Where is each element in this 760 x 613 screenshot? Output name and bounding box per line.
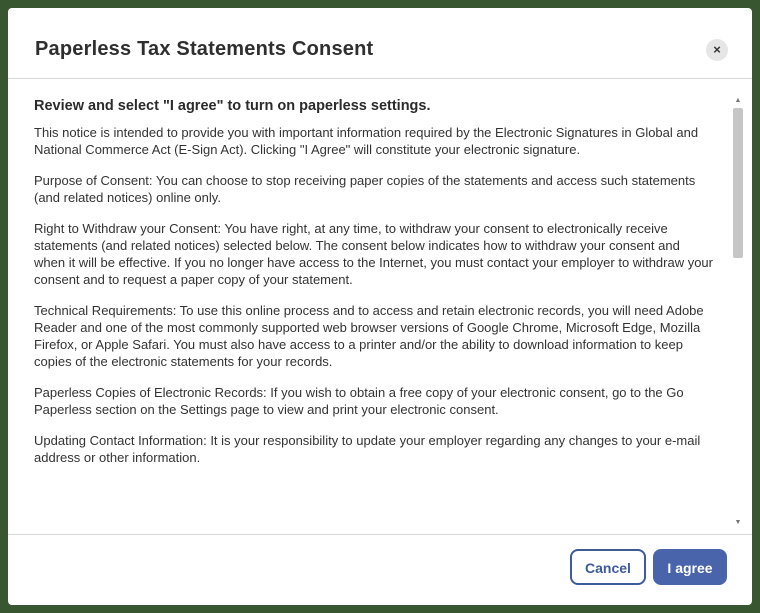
paragraph-esign: This notice is intended to provide you with important information required by the Electronic Signatures in Global and National Commerce Act (E-Sign Act). Clicking "I Agree" will constitute your electronic signature. [34,125,699,157]
scrollable-content[interactable] [34,98,714,534]
paragraph-technical: Technical Requirements: To use this online process and to access and retain electronic records, you will need Adobe Reader and one of the most commonly supported web browser versions of Google Chrome, Microsoft Edge, Mozilla Firefox, or Apple Safari. You must also have access to a printer and/or the ability to download information to keep copies of the electronic statements for your records. [34,303,704,369]
paragraph-withdraw: Right to Withdraw your Consent: You have right, at any time, to withdraw your consent to electronically receive statements (and related notices) selected below. The consent below indicates how to withdraw your consent and when it will be effective. If you no longer have access to the Internet, you must contact your employer to withdraw your consent and to request a paper copy of your statement. [34,221,713,287]
i-agree-button[interactable]: I agree [653,549,727,585]
scroll-down-arrow-icon[interactable]: ▼ [734,519,742,526]
consent-dialog [8,8,752,605]
scroll-up-arrow-icon[interactable]: ▲ [734,97,742,104]
dialog-title: Paperless Tax Statements Consent [35,38,374,60]
scrollbar-thumb[interactable] [733,108,743,258]
close-icon[interactable]: × [706,39,728,61]
cancel-button[interactable]: Cancel [570,549,646,585]
content-area [8,88,752,535]
dialog-header [8,8,752,79]
paragraph-contact: Updating Contact Information: It is your responsibility to update your employer regarding any changes to your e-mail address or other information. [34,433,701,465]
vertical-scrollbar[interactable] [732,96,744,528]
paragraph-copies: Paperless Copies of Electronic Records: If you wish to obtain a free copy of your electronic consent, go to the Go Paperless section on the Settings page to view and print your electronic consent. [34,385,684,417]
paragraph-purpose: Purpose of Consent: You can choose to stop receiving paper copies of the statements and access such statements (and related notices) online only. [34,173,696,205]
content-heading: Review and select "I agree" to turn on paperless settings. [34,98,431,114]
